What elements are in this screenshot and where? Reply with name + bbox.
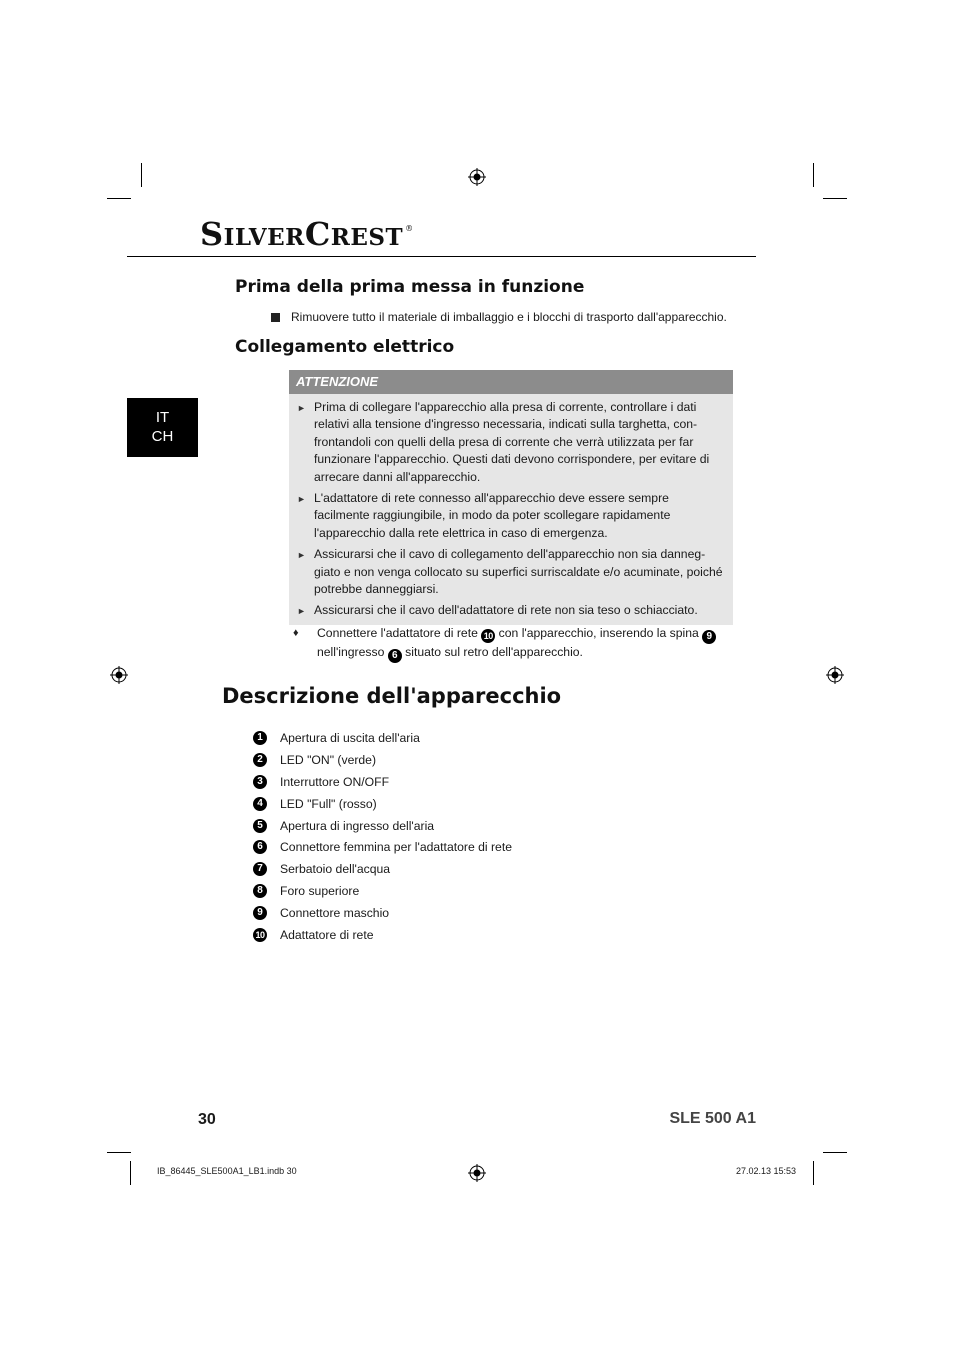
warning-body bbox=[289, 394, 733, 625]
part-number-badge: 9 bbox=[253, 906, 267, 920]
list-item bbox=[253, 880, 512, 902]
crop-mark bbox=[141, 163, 142, 187]
part-label: Adattatore di rete bbox=[280, 927, 374, 942]
list-item bbox=[253, 749, 512, 771]
parts-list bbox=[253, 727, 512, 946]
part-number-badge: 6 bbox=[388, 649, 402, 663]
warning-item-text: Assicurarsi che il cavo di collegamento dell'apparecchio non sia danneg-giato e non venga collocato su superfici surriscaldate e/o acuminate, poiché potrebbe danneggiarsi. bbox=[314, 547, 723, 597]
part-label: Apertura di ingresso dell'aria bbox=[280, 818, 435, 833]
language-tab bbox=[127, 398, 198, 457]
instruction-text: Connettere l'adattatore di rete 10 con l'apparecchio, inserendo la spina 9 nell'ingresso 6 situato sul retro dell'apparecchio. bbox=[317, 625, 735, 663]
crop-mark bbox=[130, 1161, 131, 1185]
part-label: Foro superiore bbox=[280, 884, 360, 899]
crop-mark bbox=[813, 163, 814, 187]
list-item bbox=[271, 310, 727, 324]
language-code: IT bbox=[155, 409, 170, 426]
square-bullet-icon bbox=[271, 313, 280, 322]
registration-mark-icon bbox=[468, 1164, 486, 1182]
instruction-step bbox=[293, 625, 735, 663]
part-number-badge: 9 bbox=[702, 630, 716, 644]
list-item bbox=[253, 902, 512, 924]
country-code: CH bbox=[151, 428, 174, 445]
part-number-badge: 5 bbox=[253, 819, 267, 833]
crop-mark bbox=[813, 1161, 814, 1185]
page-number: 30 bbox=[198, 1111, 216, 1128]
list-item bbox=[253, 771, 512, 793]
list-item-text: Rimuovere tutto il materiale di imballaggio e i blocchi di trasporto dall'apparecchio. bbox=[291, 310, 727, 324]
warning-box bbox=[289, 370, 733, 625]
arrow-right-icon: ► bbox=[297, 494, 306, 505]
warning-item bbox=[297, 546, 725, 598]
arrow-right-icon: ► bbox=[297, 606, 306, 617]
section-title: Prima della prima messa in funzione bbox=[235, 277, 585, 297]
part-number-badge: 10 bbox=[481, 629, 495, 643]
registration-mark-icon bbox=[468, 168, 486, 186]
part-number-badge: 7 bbox=[253, 862, 267, 876]
page-title: Descrizione dell'apparecchio bbox=[222, 684, 562, 708]
list-item bbox=[253, 727, 512, 749]
warning-item-text: L'adattatore di rete connesso all'apparecchio deve essere sempre facilmente raggiungibile, in modo da poter scollegare rapidamente l'apparecchio dalla rete elettrica in caso di emergenza. bbox=[314, 491, 671, 540]
list-item bbox=[253, 793, 512, 815]
crop-mark bbox=[823, 1152, 847, 1153]
arrow-right-icon: ► bbox=[297, 403, 306, 413]
model-name: SLE 500 A1 bbox=[669, 1110, 756, 1127]
header-rule bbox=[127, 256, 756, 257]
part-number-badge: 8 bbox=[253, 884, 267, 898]
warning-item bbox=[297, 399, 725, 486]
part-label: Apertura di uscita dell'aria bbox=[280, 730, 420, 745]
warning-item bbox=[297, 490, 725, 542]
list-item bbox=[253, 924, 512, 946]
registration-mark-icon bbox=[110, 666, 128, 684]
part-number-badge: 6 bbox=[253, 840, 267, 854]
crop-mark bbox=[823, 198, 847, 199]
warning-item bbox=[297, 602, 725, 620]
arrow-right-icon: ► bbox=[297, 550, 306, 561]
part-number-badge: 10 bbox=[253, 928, 267, 942]
print-date: 27.02.13 15:53 bbox=[736, 1166, 797, 1176]
part-label: LED "ON" (verde) bbox=[280, 752, 377, 767]
section-title: Collegamento elettrico bbox=[235, 337, 455, 357]
diamond-icon: ♦ bbox=[293, 627, 299, 639]
list-item bbox=[253, 858, 512, 880]
part-label: Connettore maschio bbox=[280, 906, 390, 921]
list-item bbox=[253, 815, 512, 837]
registration-mark-icon bbox=[826, 666, 844, 684]
part-number-badge: 3 bbox=[253, 775, 267, 789]
part-number-badge: 2 bbox=[253, 753, 267, 767]
part-number-badge: 4 bbox=[253, 797, 267, 811]
crop-mark bbox=[107, 1152, 131, 1153]
warning-item-text: Assicurarsi che il cavo dell'adattatore di rete non sia teso o schiacciato. bbox=[314, 603, 698, 618]
part-label: Serbatoio dell'acqua bbox=[280, 862, 391, 877]
part-number-badge: 1 bbox=[253, 731, 267, 745]
brand-logo: SILVERCREST ® bbox=[200, 215, 414, 253]
warning-title: ATTENZIONE bbox=[289, 370, 733, 394]
part-label: Connettore femmina per l'adattatore di rete bbox=[280, 840, 512, 855]
list-item bbox=[253, 836, 512, 858]
part-label: Interruttore ON/OFF bbox=[280, 774, 390, 789]
part-label: LED "Full" (rosso) bbox=[280, 796, 377, 811]
file-info: IB_86445_SLE500A1_LB1.indb 30 bbox=[157, 1166, 297, 1176]
warning-item-text: Prima di collegare l'apparecchio alla presa di corrente, controllare i dati relativi alla tensione d'ingresso necessaria, indicati sulla targhetta, con-frontandoli con quelli della presa di corrente che verrà utilizzata per far funzionare l'apparecchio. Questi dati devono corrispondere, per evitare di arrecare danni all'apparecchio. bbox=[314, 400, 710, 484]
crop-mark bbox=[107, 198, 131, 199]
